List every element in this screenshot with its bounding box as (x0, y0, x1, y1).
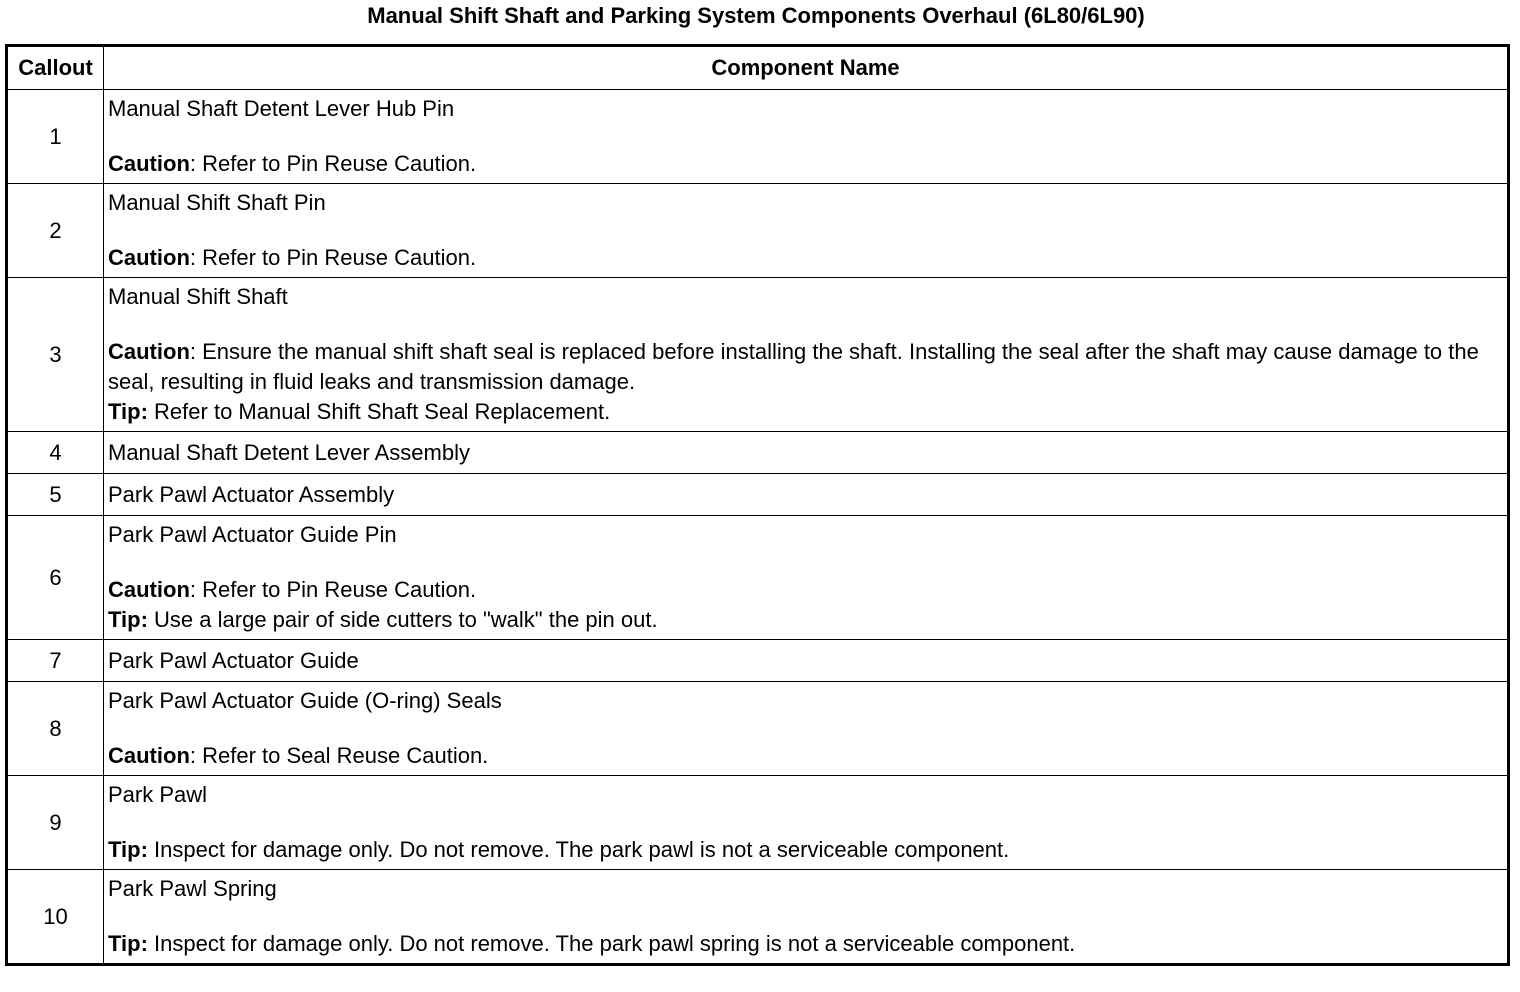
callout-cell: 6 (7, 516, 104, 640)
note-label: Tip: (108, 837, 148, 862)
note-text: Use a large pair of side cutters to "walk" the pin out. (154, 607, 658, 632)
document-title: Manual Shift Shaft and Parking System Components Overhaul (6L80/6L90) (367, 3, 1145, 28)
table-row (7, 870, 1509, 965)
component-name: Park Pawl Actuator Guide (O-ring) Seals (108, 688, 502, 713)
note-spacer (108, 810, 1503, 835)
component-note (108, 337, 1503, 397)
component-name-cell (104, 776, 1509, 870)
table-row (7, 474, 1509, 516)
table-row (7, 516, 1509, 640)
component-name-cell (104, 432, 1509, 474)
component-name-cell (104, 90, 1509, 184)
callout-column-header: Callout (7, 46, 104, 90)
component-name-cell (104, 278, 1509, 432)
note-separator: : (189, 577, 203, 602)
component-name: Park Pawl Actuator Assembly (108, 481, 395, 507)
components-table (5, 44, 1510, 966)
table-row (7, 776, 1509, 870)
note-text: Refer to Seal Reuse Caution. (202, 743, 489, 768)
note-spacer (108, 904, 1503, 929)
note-text: Refer to Pin Reuse Caution. (202, 245, 477, 270)
component-name: Park Pawl Actuator Guide Pin (108, 522, 397, 547)
table-row (7, 90, 1509, 184)
callout-cell: 1 (7, 90, 104, 184)
component-name-column-header: Component Name (104, 46, 1509, 90)
component-note (108, 149, 1503, 179)
note-separator: : (189, 245, 203, 270)
note-separator: : (189, 151, 203, 176)
note-spacer (108, 312, 1503, 337)
callout-cell: 7 (7, 640, 104, 682)
note-spacer (108, 124, 1503, 149)
component-name-cell (104, 184, 1509, 278)
component-note (108, 835, 1503, 865)
callout-cell: 9 (7, 776, 104, 870)
note-text: Ensure the manual shift shaft seal is replaced before installing the shaft. Installing the seal after the shaft may cause damage to the seal, resulting in fluid leaks and transmission damage. (108, 339, 1479, 394)
note-text: Refer to Pin Reuse Caution. (202, 151, 477, 176)
table-row (7, 278, 1509, 432)
component-name: Manual Shaft Detent Lever Hub Pin (108, 96, 455, 121)
component-name-cell (104, 870, 1509, 965)
table-body (7, 90, 1509, 965)
note-label: Caution (108, 339, 190, 364)
component-note (108, 397, 1503, 427)
note-separator: : (189, 339, 203, 364)
component-note (108, 741, 1503, 771)
table-row (7, 432, 1509, 474)
table-row (7, 184, 1509, 278)
component-name: Manual Shift Shaft (108, 284, 288, 309)
component-name: Park Pawl (108, 782, 208, 807)
component-note (108, 575, 1503, 605)
note-text: Refer to Manual Shift Shaft Seal Replacement. (154, 399, 611, 424)
callout-cell: 3 (7, 278, 104, 432)
component-note (108, 243, 1503, 273)
note-label: Tip: (108, 607, 148, 632)
component-name: Manual Shaft Detent Lever Assembly (108, 439, 470, 465)
note-label: Caution (108, 743, 190, 768)
note-spacer (108, 716, 1503, 741)
component-name-cell (104, 474, 1509, 516)
callout-cell: 5 (7, 474, 104, 516)
component-name: Park Pawl Spring (108, 876, 277, 901)
component-name: Park Pawl Actuator Guide (108, 647, 359, 673)
note-text: Refer to Pin Reuse Caution. (202, 577, 477, 602)
table-row (7, 682, 1509, 776)
note-label: Tip: (108, 931, 148, 956)
callout-cell: 4 (7, 432, 104, 474)
component-name-cell (104, 640, 1509, 682)
note-spacer (108, 550, 1503, 575)
component-name-cell (104, 682, 1509, 776)
note-text: Inspect for damage only. Do not remove. The park pawl spring is not a serviceable component. (154, 931, 1076, 956)
callout-cell: 10 (7, 870, 104, 965)
component-name-cell (104, 516, 1509, 640)
table-row (7, 640, 1509, 682)
table-header-row (7, 46, 1509, 90)
note-spacer (108, 218, 1503, 243)
note-label: Tip: (108, 399, 148, 424)
note-separator: : (189, 743, 203, 768)
component-name: Manual Shift Shaft Pin (108, 190, 326, 215)
component-note (108, 605, 1503, 635)
note-text: Inspect for damage only. Do not remove. The park pawl is not a serviceable component. (154, 837, 1010, 862)
note-label: Caution (108, 577, 190, 602)
note-label: Caution (108, 245, 190, 270)
callout-cell: 8 (7, 682, 104, 776)
callout-cell: 2 (7, 184, 104, 278)
component-note (108, 929, 1503, 959)
note-label: Caution (108, 151, 190, 176)
